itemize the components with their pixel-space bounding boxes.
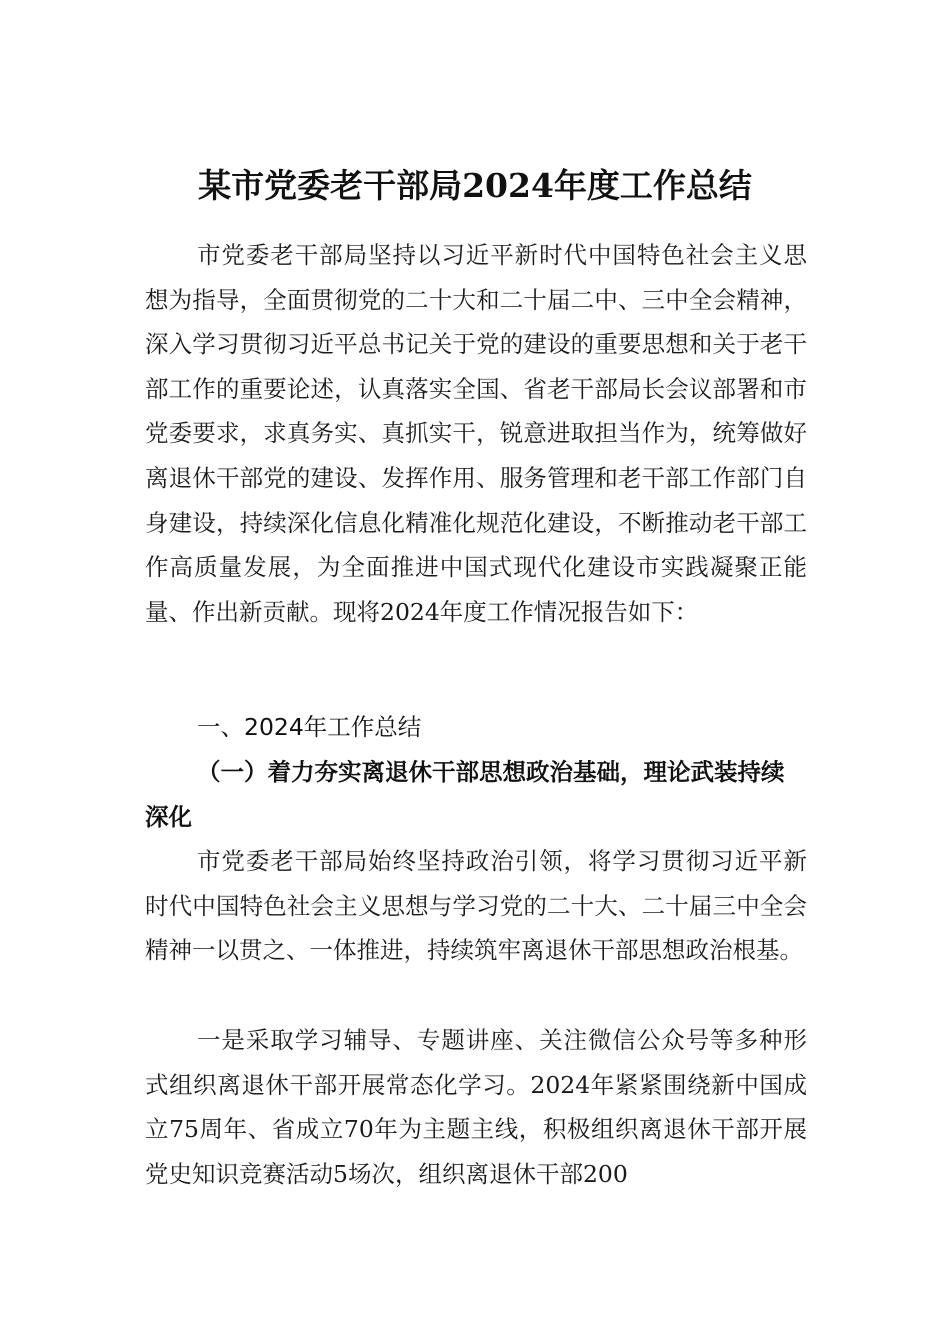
- body-paragraph-1: 市党委老干部局始终坚持政治引领，将学习贯彻习近平新时代中国特色社会主义思想与学习党的二十大、二十届三中全会精神一以贯之、一体推进，持续筑牢离退休干部思想政治根基。: [145, 847, 807, 965]
- intro-paragraph: 市党委老干部局坚持以习近平新时代中国特色社会主义思想为指导，全面贯彻党的二十大和二十届二中、三中全会精神，深入学习贯彻习近平总书记关于党的建设的重要思想和关于老干部工作的重要论述，认真落实全国、省老干部局长会议部署和市党委要求，求真务实、真抓实干，锐意进取担当作为，统筹做好离退休干部党的建设、发挥作用、服务管理和老干部工作部门自身建设，持续深化信息化精准化规范化建设，不断推动老干部工作高质量发展，为全面推进中国式现代化建设市实践凝聚正能量、作出新贡献。现将2024年度工作情况报告如下：: [145, 241, 807, 626]
- body-paragraph-2: 一是采取学习辅导、专题讲座、关注微信公众号等多种形式组织离退休干部开展常态化学习。2024年紧紧围绕新中国成立75周年、省成立70年为主题主线，积极组织离退休干部开展党史知识竞赛活动5场次，组织离退休干部200: [145, 1026, 807, 1188]
- document-title: 某市党委老干部局2024年度工作总结: [198, 166, 752, 205]
- section-heading: 一、2024年工作总结: [197, 713, 422, 741]
- subsection-heading: （一）着力夯实离退休干部思想政治基础，理论武装持续深化: [145, 758, 785, 831]
